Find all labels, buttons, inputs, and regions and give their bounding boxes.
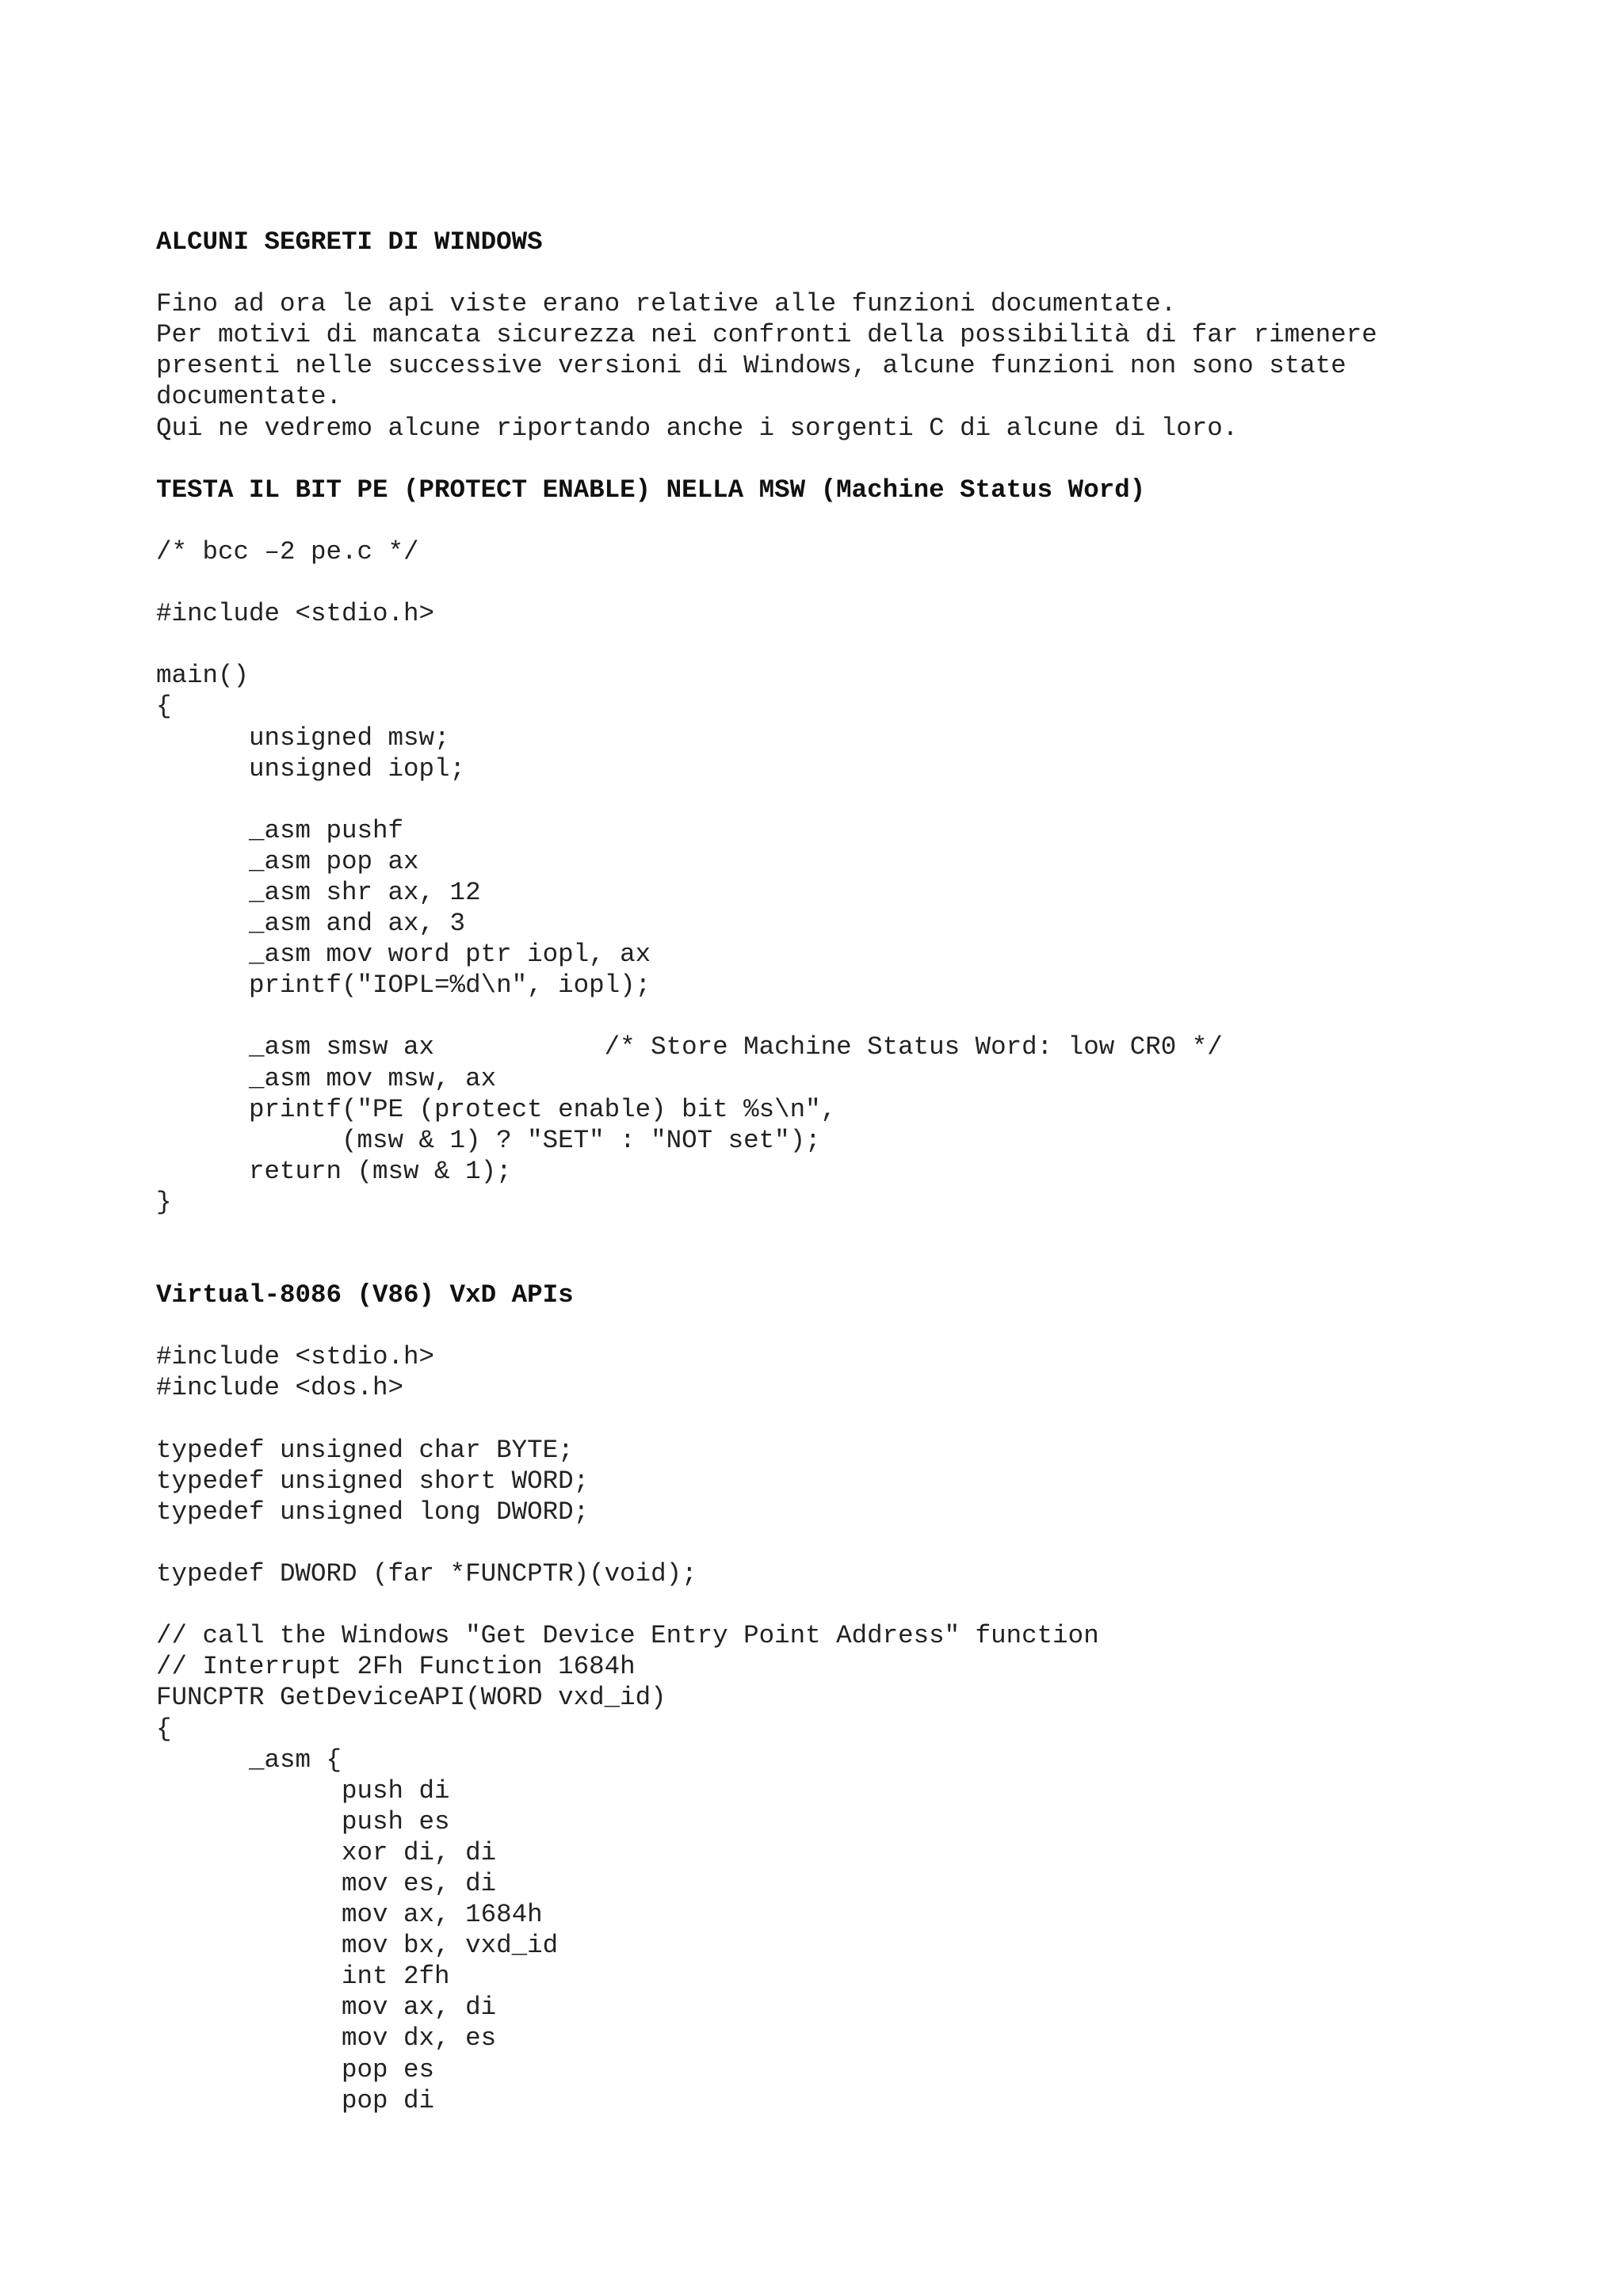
text-line: #include <stdio.h>	[156, 1342, 435, 1372]
text-line: _asm mov word ptr iopl, ax	[156, 940, 651, 970]
text-line: {	[156, 692, 172, 722]
blank-line	[156, 1001, 1503, 1032]
blank-line	[156, 1404, 1503, 1435]
text-line: _asm pushf	[156, 815, 404, 845]
text-line: printf("PE (protect enable) bit %s\n",	[156, 1094, 837, 1124]
text-line: Per motivi di mancata sicurezza nei confronti della possibilità di far rimenere	[156, 320, 1377, 350]
text-line: FUNCPTR GetDeviceAPI(WORD vxd_id)	[156, 1683, 666, 1713]
text-line: unsigned iopl;	[156, 753, 466, 784]
text-line: main()	[156, 661, 250, 691]
blank-line	[156, 1589, 1503, 1620]
blank-line	[156, 505, 1503, 536]
text-line: mov es, di	[156, 1868, 497, 1898]
text-line: push es	[156, 1806, 450, 1836]
text-line: /* bcc –2 pe.c */	[156, 536, 419, 566]
text-line: Fino ad ora le api viste erano relative alle funzioni documentate.	[156, 289, 1177, 319]
section-heading: Virtual-8086 (V86) VxD APIs	[156, 1280, 574, 1310]
text-line: mov ax, di	[156, 1993, 497, 2023]
text-line: _asm pop ax	[156, 846, 419, 876]
text-line: documentate.	[156, 382, 342, 412]
text-line: unsigned msw;	[156, 723, 450, 753]
text-line: int 2fh	[156, 1962, 450, 1992]
text-line: _asm shr ax, 12	[156, 877, 481, 907]
text-line: push di	[156, 1775, 450, 1806]
text-line: typedef DWORD (far *FUNCPTR)(void);	[156, 1559, 697, 1589]
blank-line	[156, 1310, 1503, 1341]
text-line: xor di, di	[156, 1837, 497, 1867]
text-line: // call the Windows "Get Device Entry Point Address" function	[156, 1621, 1099, 1651]
blank-line	[156, 629, 1503, 660]
text-line: (msw & 1) ? "SET" : "NOT set");	[156, 1125, 821, 1155]
text-line: typedef unsigned char BYTE;	[156, 1435, 574, 1465]
text-line: return (msw & 1);	[156, 1156, 512, 1186]
text-line: typedef unsigned short WORD;	[156, 1466, 590, 1496]
blank-line	[156, 257, 1503, 288]
text-line: {	[156, 1714, 172, 1744]
text-line: _asm smsw ax /* Store Machine Status Word: low CR0 */	[156, 1032, 1223, 1062]
text-line: _asm {	[156, 1745, 342, 1775]
text-line: pop di	[156, 2085, 435, 2115]
text-line: printf("IOPL=%d\n", iopl);	[156, 971, 651, 1001]
section-heading: TESTA IL BIT PE (PROTECT ENABLE) NELLA MSW (Machine Status Word)	[156, 475, 1146, 505]
blank-line	[156, 784, 1503, 815]
blank-line	[156, 1527, 1503, 1558]
blank-line	[156, 1218, 1503, 1249]
text-line: mov ax, 1684h	[156, 1900, 543, 1930]
document-body	[156, 227, 1503, 2116]
text-line: #include <dos.h>	[156, 1373, 404, 1403]
text-line: Qui ne vedremo alcune riportando anche i sorgenti C di alcune di loro.	[156, 413, 1239, 443]
section-heading: ALCUNI SEGRETI DI WINDOWS	[156, 227, 543, 257]
text-line: typedef unsigned long DWORD;	[156, 1497, 590, 1527]
blank-line	[156, 567, 1503, 598]
text-line: pop es	[156, 2054, 435, 2084]
text-line: }	[156, 1187, 172, 1217]
text-line: // Interrupt 2Fh Function 1684h	[156, 1652, 636, 1682]
text-line: mov bx, vxd_id	[156, 1931, 559, 1961]
text-line: _asm mov msw, ax	[156, 1063, 497, 1093]
text-line: presenti nelle successive versioni di Windows, alcune funzioni non sono state	[156, 351, 1346, 381]
text-line: mov dx, es	[156, 2023, 497, 2054]
blank-line	[156, 1249, 1503, 1280]
blank-line	[156, 444, 1503, 475]
text-line: _asm and ax, 3	[156, 909, 466, 939]
text-line: #include <stdio.h>	[156, 599, 435, 629]
